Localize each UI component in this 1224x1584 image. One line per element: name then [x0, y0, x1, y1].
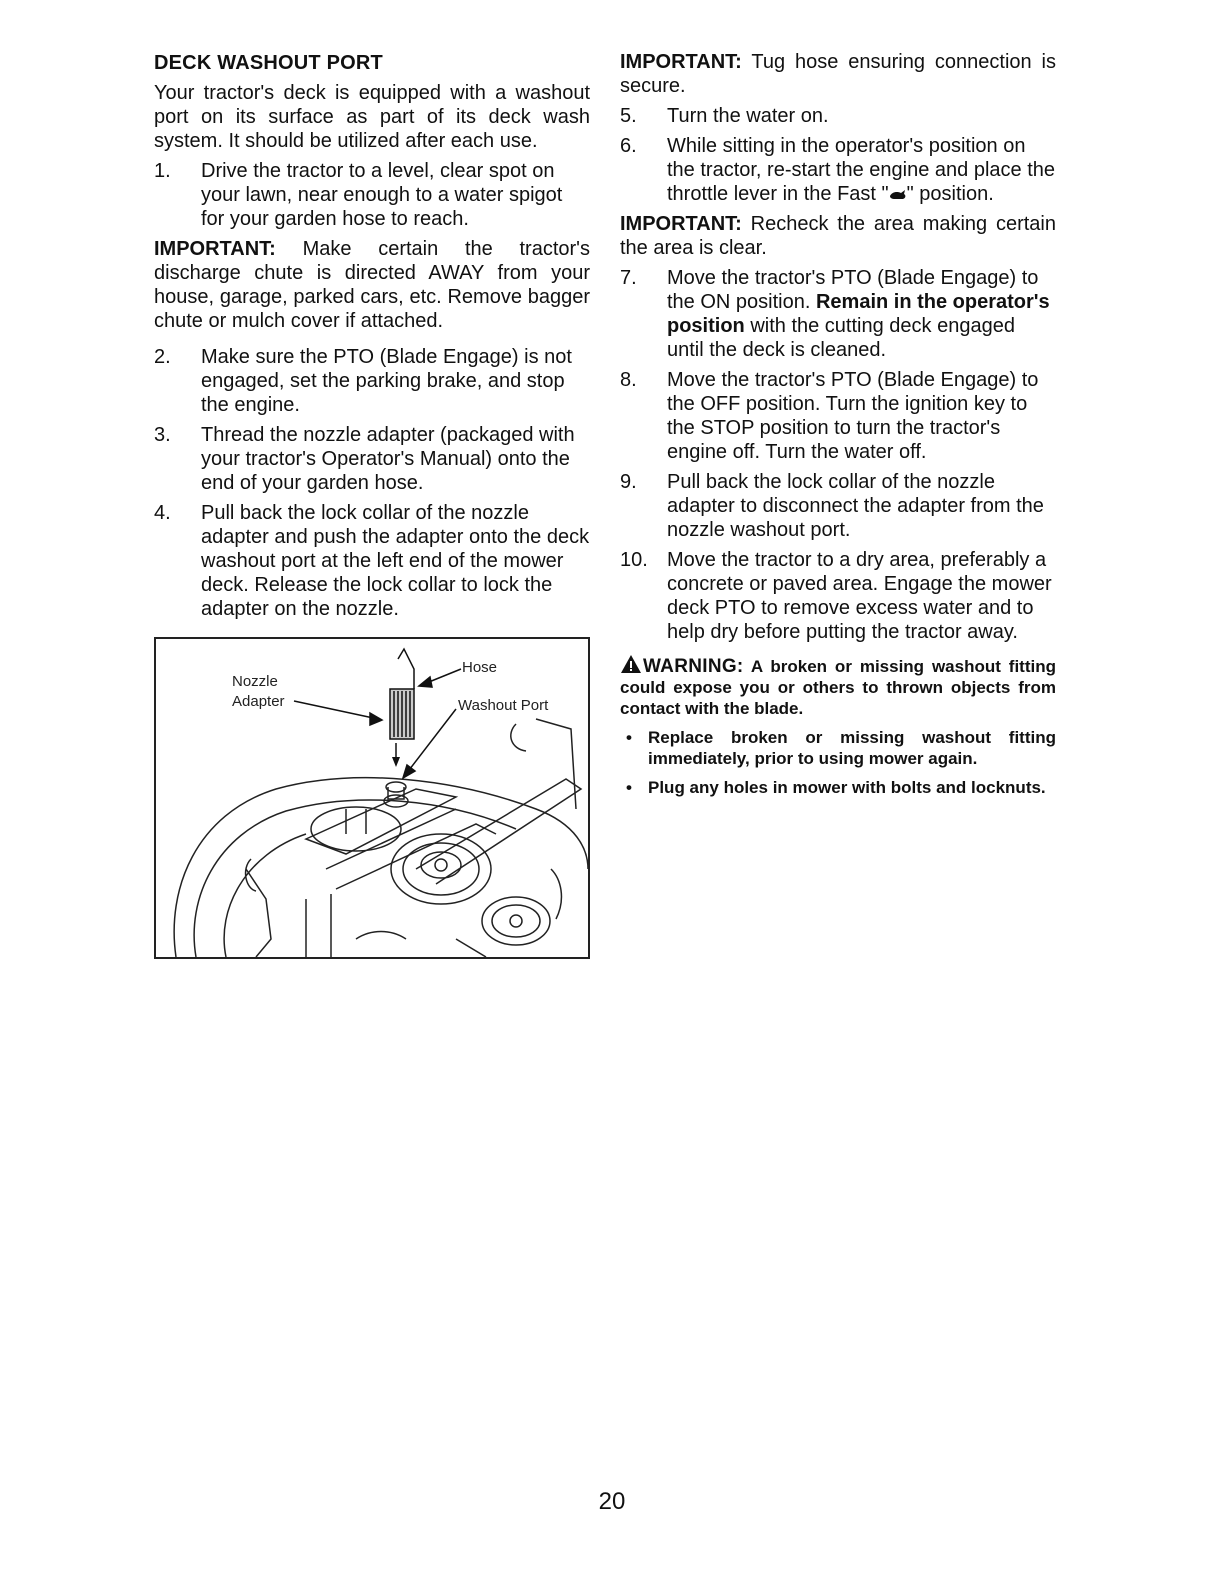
- warning-block: [620, 654, 1056, 719]
- step-number: 6.: [620, 135, 637, 157]
- important-note-3: [620, 212, 1056, 260]
- step-text: Move the tractor's PTO (Blade Engage) to the ON position.: [667, 267, 1039, 313]
- important-note-1: [154, 237, 590, 333]
- step-text: Thread the nozzle adapter (packaged with your tractor's Operator's Manual) onto the end of your garden hose.: [201, 424, 575, 494]
- right-column: [620, 50, 1056, 798]
- step-text: Pull back the lock collar of the nozzle adapter and push the adapter onto the deck washout port at the left end of the mower deck. Release the lock collar to lock the adapter on the nozzle.: [201, 502, 590, 620]
- figure-label-hose: Hose: [462, 659, 498, 676]
- step-text: While sitting in the operator's position on the tractor, re-start the engine and place the throttle lever in the Fast ": [667, 135, 1056, 205]
- step-8: [620, 368, 1056, 464]
- important-text: Make certain the tractor's discharge chute is directed AWAY from your house, garage, parked cars, etc. Remove bagger chute or mulch cover if attached.: [154, 238, 590, 332]
- intro-paragraph: Your tractor's deck is equipped with a washout port on its surface as part of its deck wash system. It should be utilized after each use.: [154, 82, 590, 152]
- step-4: [154, 501, 590, 621]
- step-text: Turn the water on.: [667, 105, 829, 127]
- step-10: [620, 548, 1056, 644]
- figure-label-washout-port: Washout Port: [458, 697, 549, 714]
- step-6: [620, 134, 1056, 206]
- bullet-text: Replace broken or missing washout fitting immediately, prior to using mower again.: [648, 728, 1056, 768]
- step-3: [154, 423, 590, 495]
- step-number: 3.: [154, 424, 171, 446]
- important-note-2: [620, 50, 1056, 98]
- important-text: Recheck the area making certain the area is clear.: [620, 213, 1056, 259]
- step-number: 9.: [620, 471, 637, 493]
- step-2: [154, 345, 590, 417]
- step-number: 7.: [620, 267, 637, 289]
- step-text-bold: Remain in the operator's position: [667, 291, 1050, 337]
- bullet-icon: •: [626, 728, 632, 747]
- step-number: 5.: [620, 105, 637, 127]
- page-number: 20: [598, 1488, 626, 1515]
- figure-label-nozzle: Nozzle: [232, 673, 278, 690]
- bullet-icon: •: [626, 778, 632, 797]
- important-text: Tug hose ensuring connection is secure.: [620, 51, 1056, 97]
- step-text: Move the tractor to a dry area, preferably a concrete or paved area. Engage the mower deck PTO to remove excess water and to help dry before putting the tractor away.: [667, 549, 1052, 643]
- warning-bullet-2: [620, 777, 1056, 798]
- step-number: 2.: [154, 346, 171, 368]
- warning-label: WARNING:: [643, 656, 744, 677]
- warning-text: A broken or missing washout fitting could expose you or others to thrown objects from contact with the blade.: [620, 657, 1056, 718]
- rabbit-fast-icon: [889, 186, 907, 202]
- step-number: 1.: [154, 160, 171, 182]
- important-label: IMPORTANT:: [620, 213, 742, 235]
- step-text-rest: with the cutting deck engaged until the deck is cleaned.: [667, 315, 1015, 361]
- step-1: [154, 159, 590, 231]
- mower-deck-illustration: [156, 639, 588, 957]
- figure-label-adapter: Adapter: [232, 693, 285, 710]
- warning-bullet-1: [620, 727, 1056, 769]
- left-column: [154, 50, 590, 959]
- important-label: IMPORTANT:: [620, 51, 742, 73]
- deck-washout-figure: [154, 637, 590, 959]
- step-7: [620, 266, 1056, 362]
- bullet-text: Plug any holes in mower with bolts and locknuts.: [648, 778, 1046, 797]
- step-text-end: " position.: [906, 183, 994, 205]
- step-9: [620, 470, 1056, 542]
- step-text: Drive the tractor to a level, clear spot on your lawn, near enough to a water spigot for your garden hose to reach.: [201, 160, 563, 230]
- step-number: 8.: [620, 369, 637, 391]
- step-5: [620, 104, 1056, 128]
- step-text: Make sure the PTO (Blade Engage) is not engaged, set the parking brake, and stop the engine.: [201, 346, 572, 416]
- step-number: 10.: [620, 549, 648, 571]
- section-heading: DECK WASHOUT PORT: [154, 52, 383, 74]
- warning-triangle-icon: [620, 654, 642, 674]
- important-label: IMPORTANT:: [154, 238, 276, 260]
- step-text: Move the tractor's PTO (Blade Engage) to the OFF position. Turn the ignition key to the STOP position to turn the tractor's engine off. Turn the water off.: [667, 369, 1039, 463]
- step-number: 4.: [154, 502, 171, 524]
- step-text: Pull back the lock collar of the nozzle adapter to disconnect the adapter from the nozzle washout port.: [667, 471, 1044, 541]
